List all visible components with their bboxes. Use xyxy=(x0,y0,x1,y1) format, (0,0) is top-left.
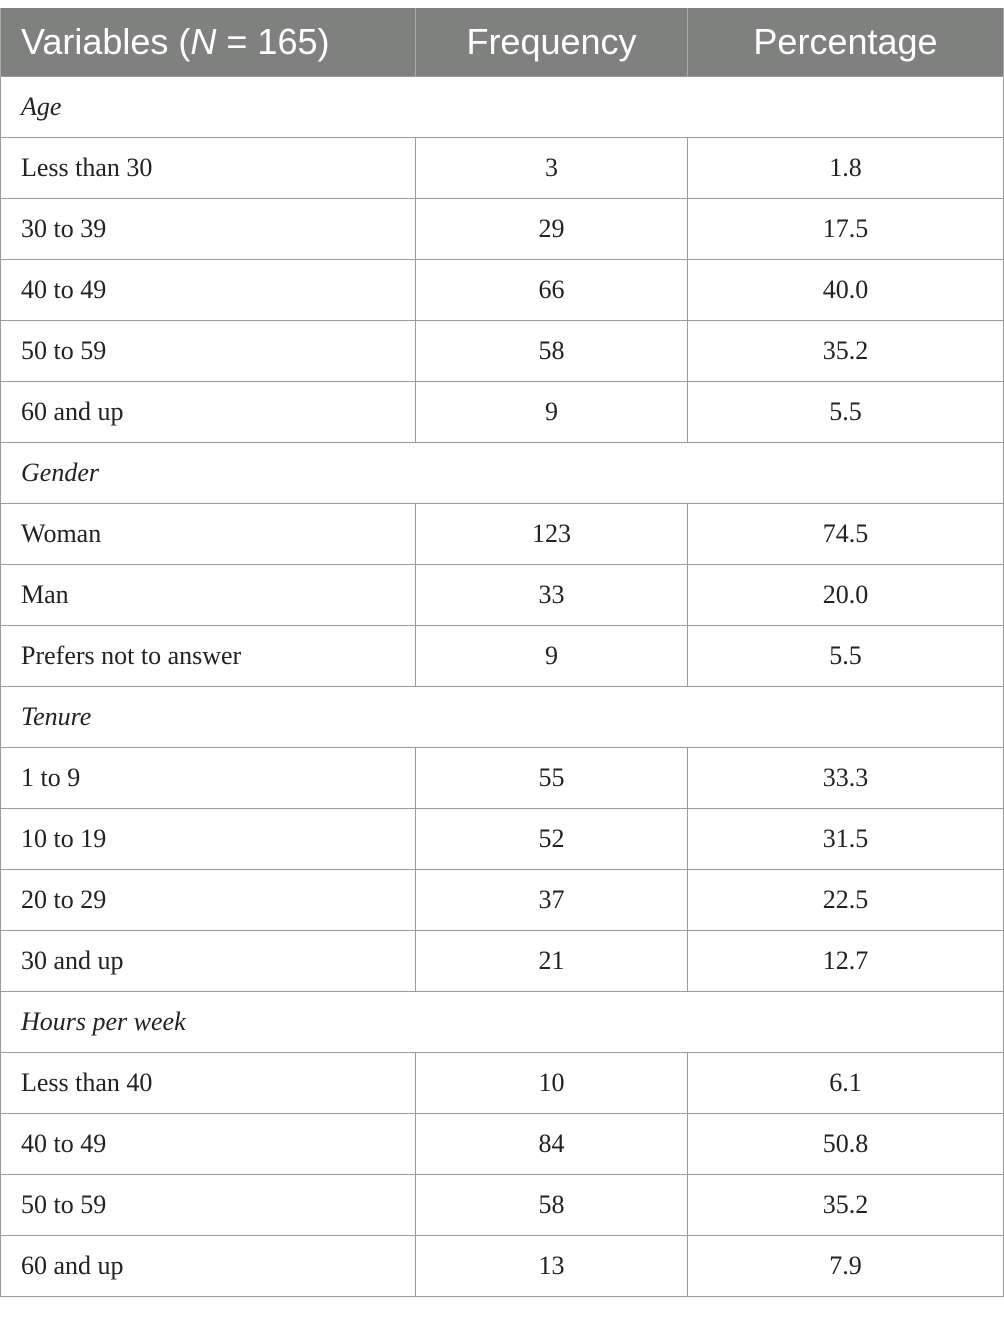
percentage-cell: 22.5 xyxy=(688,870,1004,931)
table-header xyxy=(1,8,1004,77)
frequency-cell: 52 xyxy=(416,809,688,870)
row-label-cell: Less than 30 xyxy=(1,138,416,199)
table-row xyxy=(1,382,1004,443)
table-body xyxy=(1,77,1004,1297)
percentage-cell: 1.8 xyxy=(688,138,1004,199)
frequency-cell: 3 xyxy=(416,138,688,199)
row-label-cell: 10 to 19 xyxy=(1,809,416,870)
frequency-cell: 37 xyxy=(416,870,688,931)
frequency-cell: 84 xyxy=(416,1114,688,1175)
percentage-cell: 74.5 xyxy=(688,504,1004,565)
row-label-cell: Woman xyxy=(1,504,416,565)
table-row xyxy=(1,321,1004,382)
table-row xyxy=(1,1053,1004,1114)
table-row xyxy=(1,748,1004,809)
percentage-cell: 5.5 xyxy=(688,382,1004,443)
header-variables-n: N xyxy=(190,21,217,62)
row-label-cell: 60 and up xyxy=(1,382,416,443)
group-label: Gender xyxy=(1,443,1004,504)
table-row xyxy=(1,626,1004,687)
row-label-cell: 40 to 49 xyxy=(1,260,416,321)
row-label-cell: 20 to 29 xyxy=(1,870,416,931)
demographics-table xyxy=(0,8,1004,1297)
header-frequency: Frequency xyxy=(416,8,688,77)
header-variables-suffix: = 165) xyxy=(216,21,330,62)
percentage-cell: 40.0 xyxy=(688,260,1004,321)
percentage-cell: 5.5 xyxy=(688,626,1004,687)
row-label-cell: 30 to 39 xyxy=(1,199,416,260)
group-label: Tenure xyxy=(1,687,1004,748)
table-row xyxy=(1,809,1004,870)
table-row xyxy=(1,565,1004,626)
percentage-cell: 7.9 xyxy=(688,1236,1004,1297)
row-label-cell: Man xyxy=(1,565,416,626)
percentage-cell: 12.7 xyxy=(688,931,1004,992)
row-label-cell: 40 to 49 xyxy=(1,1114,416,1175)
header-variables-prefix: Variables ( xyxy=(21,21,191,62)
row-label-cell: Prefers not to answer xyxy=(1,626,416,687)
group-header-row xyxy=(1,992,1004,1053)
row-label-cell: 50 to 59 xyxy=(1,321,416,382)
header-variables xyxy=(1,8,416,77)
row-label-cell: 1 to 9 xyxy=(1,748,416,809)
frequency-cell: 58 xyxy=(416,321,688,382)
table-row xyxy=(1,260,1004,321)
group-label: Age xyxy=(1,77,1004,138)
table-row xyxy=(1,1114,1004,1175)
row-label-cell: Less than 40 xyxy=(1,1053,416,1114)
row-label-cell: 50 to 59 xyxy=(1,1175,416,1236)
table-row xyxy=(1,199,1004,260)
header-row xyxy=(1,8,1004,77)
row-label-cell: 30 and up xyxy=(1,931,416,992)
header-percentage: Percentage xyxy=(688,8,1004,77)
percentage-cell: 31.5 xyxy=(688,809,1004,870)
table-row xyxy=(1,931,1004,992)
frequency-cell: 21 xyxy=(416,931,688,992)
group-header-row xyxy=(1,77,1004,138)
row-label-cell: 60 and up xyxy=(1,1236,416,1297)
table-row xyxy=(1,138,1004,199)
table-row xyxy=(1,504,1004,565)
table-row xyxy=(1,1175,1004,1236)
group-header-row xyxy=(1,687,1004,748)
frequency-cell: 123 xyxy=(416,504,688,565)
frequency-cell: 55 xyxy=(416,748,688,809)
percentage-cell: 33.3 xyxy=(688,748,1004,809)
table-row xyxy=(1,1236,1004,1297)
frequency-cell: 66 xyxy=(416,260,688,321)
frequency-cell: 10 xyxy=(416,1053,688,1114)
frequency-cell: 33 xyxy=(416,565,688,626)
frequency-cell: 9 xyxy=(416,382,688,443)
percentage-cell: 20.0 xyxy=(688,565,1004,626)
percentage-cell: 6.1 xyxy=(688,1053,1004,1114)
frequency-cell: 13 xyxy=(416,1236,688,1297)
percentage-cell: 35.2 xyxy=(688,321,1004,382)
frequency-cell: 9 xyxy=(416,626,688,687)
percentage-cell: 50.8 xyxy=(688,1114,1004,1175)
percentage-cell: 35.2 xyxy=(688,1175,1004,1236)
frequency-cell: 58 xyxy=(416,1175,688,1236)
percentage-cell: 17.5 xyxy=(688,199,1004,260)
frequency-cell: 29 xyxy=(416,199,688,260)
group-label: Hours per week xyxy=(1,992,1004,1053)
group-header-row xyxy=(1,443,1004,504)
table-row xyxy=(1,870,1004,931)
